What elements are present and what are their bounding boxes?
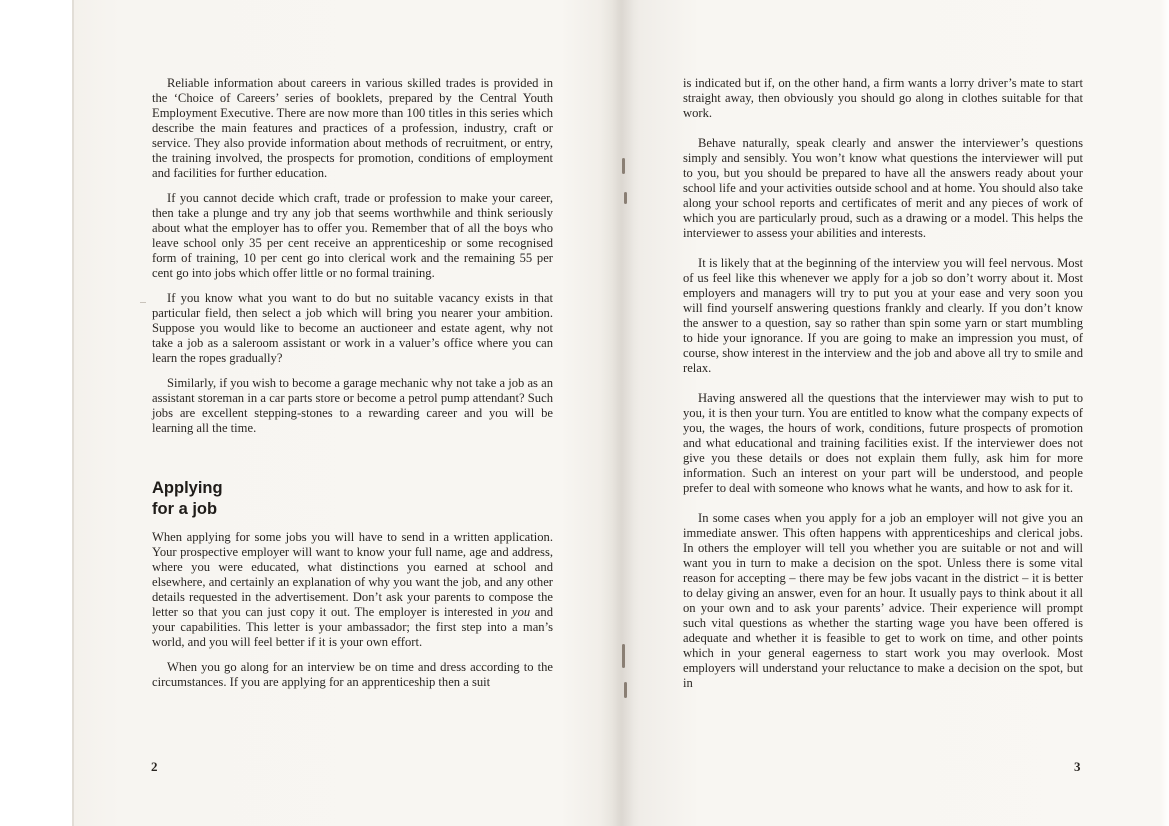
- book-gutter: [600, 0, 640, 826]
- section-heading: [152, 478, 553, 520]
- page-number: 2: [151, 759, 158, 774]
- paragraph: In some cases when you apply for a job an employer will not give you an immediate answer. This often happens with apprenticeships and clerical jobs. In others the employer will tell you whether you are suitable or not and will want you in turn to make a decision on the spot. Unless there is some vital reason for accepting – there may be few jobs vacant in the district – it is better to delay giving an answer, even for an hour. It usually pays to think about it all on your own and to ask your parents’ advice. Their experience will prompt such vital questions as whether the starting wage you have been offered is adequate and whether it is feasible to get to work on time, and other points which in your general eagerness to start work you may overlook. Most employers will understand your reluctance to make a decision on the spot, but in: [683, 511, 1083, 690]
- left-page: [152, 76, 553, 700]
- page-number: 3: [1074, 759, 1081, 774]
- paragraph-text: When applying for some jobs you will have to send in a written application. Your prospective employer will want to know your full name, age and address, where you were educated, what distinctions you earned at school and elsewhere, and certainly an explanation of why you want the job, and any other details requested in the advertisement. Don’t ask your parents to compose the letter so that you can just copy it out. The employer is interested in: [152, 530, 553, 619]
- pencil-mark: [140, 302, 146, 303]
- paragraph: If you cannot decide which craft, trade or profession to make your career, then take a plunge and try any job that seems worthwhile and think seriously about what the employer has to offer you. Remember that of all the boys who leave school only 35 per cent receive an apprenticeship or some recognised form of training, 10 per cent go into clerical work and the remaining 55 per cent go into jobs which offer little or no formal training.: [152, 191, 553, 280]
- paragraph-text: and your capabilities. This letter is your ambassador; the first step into a man’s world, and you will feel better if it is your own effort.: [152, 605, 553, 649]
- paragraph: It is likely that at the beginning of the interview you will feel nervous. Most of us feel like this whenever we apply for a job so don’t worry about it. Most employers and managers will try to put you at your ease and very soon you will find yourself answering questions frankly and clearly. If you don’t know the answer to a question, say so rather than spin some yarn or start mumbling to hide your ignorance. If you are going to make an impression you must, of course, show interest in the interview and the job and above all try to smile and relax.: [683, 256, 1083, 375]
- staple-bottom-lower: [624, 682, 627, 698]
- paragraph: Reliable information about careers in various skilled trades is provided in the ‘Choice of Careers’ series of booklets, prepared by the Central Youth Employment Executive. There are now more than 100 titles in this series which describe the main features and practices of a profession, industry, craft or service. They also provide information about methods of recruitment, or entry, the training involved, the prospects for promotion, conditions of employment and facilities for further education.: [152, 76, 553, 180]
- paragraph: When you go along for an interview be on time and dress according to the circumstances. If you are applying for an apprenticeship then a suit: [152, 660, 553, 689]
- heading-line: for a job: [152, 500, 218, 518]
- paragraph: Behave naturally, speak clearly and answer the interviewer’s questions simply and sensibly. You won’t know what questions the interviewer will put to you, but you should be prepared to have all the answers ready about your school life and your activities outside school and at home. You should also take along your school reports and certificates of merit and any pieces of work of which you are particularly proud, such as a drawing or a model. This helps the interviewer to assess your abilities and interests.: [683, 136, 1083, 240]
- right-page: [683, 76, 1083, 706]
- paragraph: If you know what you want to do but no suitable vacancy exists in that particular field, then select a job which will bring you nearer your ambition. Suppose you would like to become an auctioneer and estate agent, why not take a job as a saleroom assistant or work in a valuer’s office where you can learn the ropes gradually?: [152, 291, 553, 365]
- paragraph: Having answered all the questions that the interviewer may wish to put to you, it is then your turn. You are entitled to know what the company expects of you, the wages, the hours of work, conditions, future prospects of promotion and what educational and training facilities exist. If the interviewer does not give you these details or does not explain them fully, ask him for more information. Such an interest on your part will be understood, and people prefer to deal with someone who knows what he wants, and how to ask for it.: [683, 391, 1083, 495]
- heading-line: Applying: [152, 479, 223, 497]
- staple-top: [622, 158, 625, 174]
- paragraph: [152, 530, 553, 650]
- paragraph: Similarly, if you wish to become a garage mechanic why not take a job as an assistant storeman in a car parts store or become a petrol pump attendant? Such jobs are excellent stepping-stones to a rewarding career and you will be learning all the time.: [152, 376, 553, 435]
- staple-bottom: [622, 644, 625, 668]
- paragraph: is indicated but if, on the other hand, a firm wants a lorry driver’s mate to start straight away, then obviously you should go along in clothes suitable for that work.: [683, 76, 1083, 120]
- page-edge: [72, 0, 74, 826]
- staple-top-lower: [624, 192, 627, 204]
- emphasis-text: you: [512, 605, 531, 619]
